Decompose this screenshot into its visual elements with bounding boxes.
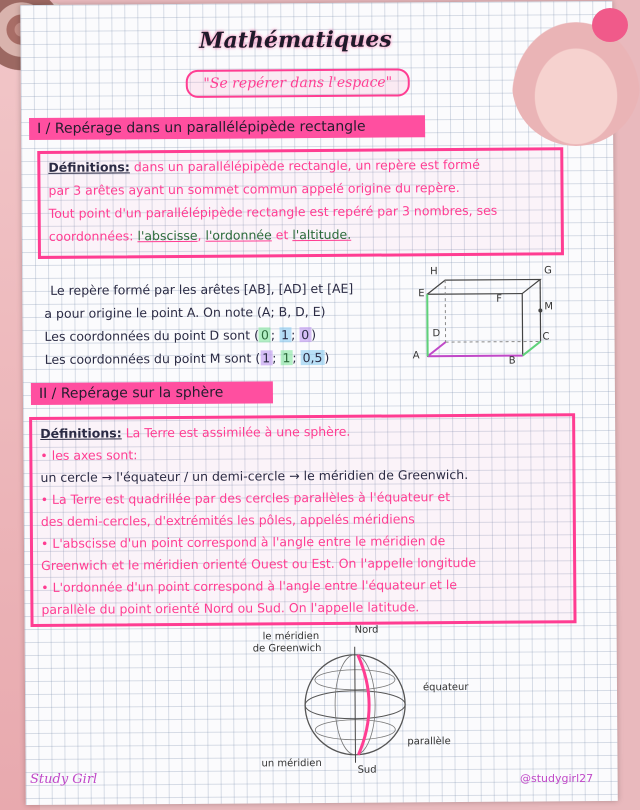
altitude-term: l'altitude.	[292, 226, 352, 243]
cube-label-b: B	[508, 355, 516, 367]
section-heading-1: I / Repérage dans un parallélépipède rectangle	[29, 115, 425, 140]
label-greenwich: le méridien	[262, 631, 320, 643]
section-heading-2: II / Repérage sur la sphère	[31, 381, 273, 405]
label-parallele: parallèle	[407, 736, 451, 748]
coordinates-m: Les coordonnées du point M sont ( 1 ; 1 ; 0,5 )	[44, 349, 330, 367]
sphere-line-2: un cercle → l'équateur / un demi-cercle → le méridien de Greenwich.	[40, 466, 469, 485]
definitions-label: Définitions:	[48, 159, 130, 175]
cube-label-m: M	[544, 301, 554, 313]
ordonnee-term: l'ordonnée	[205, 227, 272, 243]
sphere-line-4: des demi-cercles, d'extrémités les pôles, appelés méridiens	[40, 511, 415, 529]
cube-label-g: G	[544, 265, 552, 277]
sphere-line-6: Greenwich et le méridien orienté Ouest ou Est. On l'appelle longitude	[41, 554, 477, 573]
page-subtitle: "Se repérer dans l'espace"	[186, 68, 410, 98]
cube-label-c: C	[542, 331, 550, 343]
cube-label-e: E	[418, 288, 425, 300]
cube-label-d: D	[432, 328, 441, 340]
abscisse-term: l'abscisse	[137, 227, 198, 244]
cube-top-face	[427, 279, 540, 294]
polar-axis	[355, 647, 356, 763]
sphere-diagram	[295, 634, 436, 775]
cube-diagram	[407, 266, 558, 367]
page-title: Mathématiques	[199, 26, 392, 54]
pink-cap-decoration	[592, 8, 628, 42]
label-equateur: équateur	[422, 681, 469, 694]
definition-line-1: Définitions: dans un parallélépipède rectangle, un repère est formé	[48, 156, 480, 175]
sphere-definition-intro: Définitions: La Terre est assimilée à une sphère.	[40, 423, 351, 441]
body-line-1: Le repère formé par les arêtes [AB], [AD] et [AE]	[50, 280, 354, 298]
body-line-2: a pour origine le point A. On note (A; B, D, E)	[44, 303, 326, 321]
cube-label-a: A	[412, 350, 420, 362]
label-meridien: un méridien	[261, 757, 322, 770]
sphere-line-7: • L'ordonnée d'un point correspond à l'angle entre l'équateur et le	[41, 577, 458, 595]
cube-edge-bc-highlight	[523, 341, 541, 355]
sphere-line-5: • L'abscisse d'un point correspond à l'angle entre le méridien de	[40, 533, 446, 551]
coordinates-d: Les coordonnées du point D sont ( 0 ; 1 ; 0 )	[44, 327, 317, 344]
definitions-label-2: Définitions:	[40, 425, 122, 441]
label-nord: Nord	[354, 624, 379, 636]
label-sud: Sud	[357, 764, 377, 776]
sphere-line-3: • La Terre est quadrillée par des cercles parallèles à l'équateur et	[40, 489, 451, 507]
cube-label-f: F	[496, 293, 503, 305]
sphere-line-8: parallèle du point orienté Nord ou Sud. On l'appelle latitude.	[41, 599, 420, 617]
label-greenwich-2: de Greenwich	[252, 642, 322, 655]
pink-shell-decoration	[512, 22, 640, 146]
cube-hidden-edge-dc	[446, 341, 541, 342]
definitions-box-2	[29, 413, 576, 627]
footer-handle: @studygirl27	[520, 772, 594, 785]
sphere-line-1: • les axes sont:	[40, 447, 138, 463]
cube-front-face	[427, 294, 522, 357]
cube-label-h: H	[430, 266, 438, 278]
footer-brand: Study Girl	[30, 772, 98, 787]
cube-edge-ad	[428, 342, 446, 356]
definition-line-3: Tout point d'un parallélépipède rectangle est repéré par 3 nombres, ses	[48, 202, 498, 221]
definitions-box-1	[37, 147, 564, 259]
definition-line-2: par 3 arêtes ayant un sommet commun appelé origine du repère.	[48, 180, 460, 198]
cube-point-m	[538, 308, 542, 312]
definition-line-4: coordonnées: l'abscisse, l'ordonnée et l'altitude.	[48, 226, 352, 244]
